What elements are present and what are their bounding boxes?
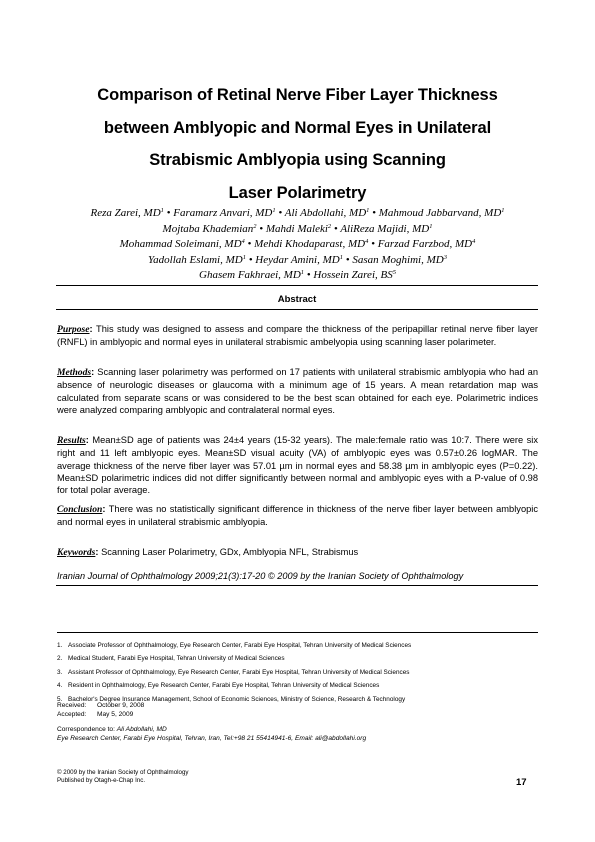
affiliation-marker: 1 xyxy=(366,207,370,214)
author-name: Mehdi Khodaparast, MD xyxy=(254,238,366,250)
footnote-item xyxy=(57,666,557,679)
abstract-heading-rule xyxy=(56,309,538,310)
results-label: Results xyxy=(57,435,86,446)
affiliation-marker: 4 xyxy=(241,238,245,245)
received-date: Received: October 9, 2008 xyxy=(57,702,145,709)
abstract-heading: Abstract xyxy=(277,294,317,305)
footnote-text: Medical Student, Farabi Eye Hospital, Tehran University of Medical Sciences xyxy=(68,655,285,663)
affiliation-marker: 1 xyxy=(272,207,276,214)
abstract-results: Results: Mean±SD age of patients was 24±4 years (15-32 years). The male:female ratio was 10:7. There were six right and 11 left amblyopic eyes. Mean±SD visual acuity (VA) of amblyopic eyes was 0.57±0.26 logMAR. The average thickness of the nerve fiber layer was 57.01 µm in normal eyes and 58.38 µm in amblyopic eyes (P=0.22). Mean±SD polarimetric indices did not differ significantly between normal and amblyopic eyes with a P-value of 0.98 for total polar average. xyxy=(57,435,538,496)
author-separator: • xyxy=(342,253,353,266)
accepted-date: Accepted: May 5, 2009 xyxy=(57,711,134,718)
author-line xyxy=(30,253,565,269)
footnote-number: 2. xyxy=(57,655,63,663)
keywords-label: Keywords xyxy=(57,547,96,558)
affiliation-marker: 2 xyxy=(327,222,332,230)
citation-rule xyxy=(56,585,538,586)
footnote-item xyxy=(57,679,557,692)
author-separator: • xyxy=(304,269,314,281)
title-line: between Amblyopic and Normal Eyes in Unilateral xyxy=(103,118,492,137)
purpose-text: This study was designed to assess and compare the thickness of the peripapillar retinal nerve fiber layer (RNFL) in amblyopic and normal eyes in unilateral strabismic ambelyopia using scanning laser polarimeter. xyxy=(57,324,538,348)
author-line xyxy=(30,268,565,284)
author-name: Yadollah Eslami, MD xyxy=(148,253,243,266)
affiliation-footnotes xyxy=(57,639,557,706)
correspondence-address: Eye Research Center, Farabi Eye Hospital, Tehran, Iran, Tel:+98 21 55414941-6, Email: ali@abdollahi.org xyxy=(57,735,367,742)
author-name: AliReza Majidi, MD xyxy=(340,222,430,235)
affiliation-marker: 1 xyxy=(339,253,343,261)
author-list xyxy=(30,206,565,284)
author-name: Farzad Farzbod, MD xyxy=(377,238,473,250)
page-number: 17 xyxy=(516,777,527,788)
author-separator: • xyxy=(163,207,174,219)
keywords: Keywords: Scanning Laser Polarimetry, GDx, Amblyopia NFL, Strabismus xyxy=(57,547,359,558)
author-name: Mahdi Maleki xyxy=(265,222,328,235)
title-line: Comparison of Retinal Nerve Fiber Layer Thickness xyxy=(97,86,498,104)
author-line xyxy=(30,206,565,222)
author-name: Ghasem Fakhraei, MD xyxy=(199,269,301,281)
footnote-rule xyxy=(57,632,538,633)
footnote-item xyxy=(57,639,557,652)
author-name: Mohammad Soleimani, MD xyxy=(119,238,242,250)
author-name: Mojtaba Khademian xyxy=(162,222,254,235)
affiliation-marker: 1 xyxy=(300,269,305,276)
journal-citation: Iranian Journal of Ophthalmology 2009;21(3):17-20 © 2009 by the Iranian Society of Ophthalmology xyxy=(57,571,464,581)
footnote-item xyxy=(57,652,557,665)
footnote-number: 4. xyxy=(57,682,63,690)
results-text: Mean±SD age of patients was 24±4 years (15-32 years). The male:female ratio was 10:7. There were six right and 11 left amblyopic eyes. Mean±SD visual acuity (VA) of amblyopic eyes was 0.57±0.26 logMAR. The average thickness of the nerve fiber layer was 57.01 µm in normal eyes and 58.38 µm in amblyopic eyes (P=0.22). Mean±SD polarimetric indices did not differ significantly between normal and amblyopic eyes with a P-value of 0.98 for total polar average. xyxy=(57,435,538,496)
affiliation-marker: 4 xyxy=(472,238,476,245)
author-separator: • xyxy=(369,207,379,219)
author-line xyxy=(30,237,565,253)
author-name: Mahmoud Jabbarvand, MD xyxy=(378,207,502,219)
conclusion-text: There was no statistically significant difference in thickness of the nerve fiber layer between amblyopic and normal eyes in unilateral strabismic amblyopia. xyxy=(57,504,538,528)
author-name: Ali Abdollahi, MD xyxy=(284,207,367,219)
author-name: Sasan Moghimi, MD xyxy=(352,253,444,266)
affiliation-marker: 2 xyxy=(253,222,257,230)
title-line: Strabismic Amblyopia using Scanning xyxy=(149,151,446,169)
affiliation-marker: 4 xyxy=(365,238,369,245)
author-name: Heydar Amini, MD xyxy=(255,253,340,266)
footnote-text: Associate Professor of Ophthalmology, Eye Research Center, Farabi Eye Hospital, Tehran University of Medical Sciences xyxy=(68,642,412,649)
author-separator: • xyxy=(331,222,341,235)
footnote-number: 1. xyxy=(57,642,63,649)
paper-title xyxy=(40,79,555,209)
correspondence-label: Correspondence to: xyxy=(57,726,115,733)
correspondence-name: Ali Abdollahi, MD xyxy=(116,726,167,733)
author-line xyxy=(30,222,565,238)
footnote-text: Resident in Ophthalmology, Eye Research Center, Farabi Eye Hospital, Tehran University of Medical Sciences xyxy=(68,682,380,690)
title-line: Laser Polarimetry xyxy=(228,183,367,202)
footnote-text: Assistant Professor of Ophthalmology, Eye Research Center, Farabi Eye Hospital, Tehran University of Medical Sciences xyxy=(68,668,410,676)
correspondence xyxy=(57,725,167,734)
affiliation-marker: 1 xyxy=(160,207,164,214)
footnote-number: 5. xyxy=(57,695,63,703)
affiliation-marker: 1 xyxy=(242,253,246,261)
abstract-methods: Methods: Scanning laser polarimetry was performed on 17 patients with unilateral strabismic amblyopia who had an absence of neurologic diseases or glaucoma with a minimum age of 15 years. A mean retardation map was calculated from separate scans or was considered to be the best scan obtained for each eye. Polarimetric indices were analyzed comparing amblyopic and contralateral normal eyes. xyxy=(57,367,538,415)
keywords-text: Scanning Laser Polarimetry, GDx, Amblyopia NFL, Strabismus xyxy=(101,547,359,557)
affiliation-marker: 3 xyxy=(443,253,447,261)
author-separator: • xyxy=(368,238,378,250)
author-separator: • xyxy=(275,207,285,219)
abstract-top-rule xyxy=(56,285,538,286)
methods-text: Scanning laser polarimetry was performed on 17 patients with unilateral strabismic amblyopia who had an absence of neurologic diseases or glaucoma with a minimum age of 15 years. A mean retardation map was calculated from separate scans or was considered to be the best scan obtained for each eye. Polarimetric indices were analyzed comparing amblyopic and contralateral normal eyes. xyxy=(57,367,538,415)
affiliation-marker: 5 xyxy=(392,269,396,276)
footnote-number: 3. xyxy=(57,668,63,676)
abstract-purpose: Purpose: This study was designed to assess and compare the thickness of the peripapillar retinal nerve fiber layer (RNFL) in amblyopic and normal eyes in unilateral strabismic ambelyopia using scanning laser polarimeter. xyxy=(57,324,538,348)
publisher-line: Published by Otagh-e-Chap Inc. xyxy=(57,777,146,784)
author-separator: • xyxy=(256,222,266,235)
purpose-label: Purpose xyxy=(57,324,90,335)
affiliation-marker: 1 xyxy=(501,207,505,214)
footnote-text: Bachelor's Degree Insurance Management, School of Economic Sciences, Ministry of Science, Research & Technology xyxy=(68,695,406,703)
conclusion-label: Conclusion xyxy=(57,504,103,515)
author-separator: • xyxy=(245,253,256,266)
author-name: Faramarz Anvari, MD xyxy=(173,207,273,219)
author-name: Hossein Zarei, BS xyxy=(313,269,393,281)
author-separator: • xyxy=(244,238,255,250)
abstract-conclusion: Conclusion: There was no statistically significant difference in thickness of the nerve fiber layer between amblyopic and normal eyes in unilateral strabismic amblyopia. xyxy=(57,504,538,528)
methods-label: Methods xyxy=(57,367,92,378)
affiliation-marker: 1 xyxy=(429,222,433,230)
copyright-line: © 2009 by the Iranian Society of Ophthalmology xyxy=(57,769,189,776)
author-name: Reza Zarei, MD xyxy=(90,207,161,219)
